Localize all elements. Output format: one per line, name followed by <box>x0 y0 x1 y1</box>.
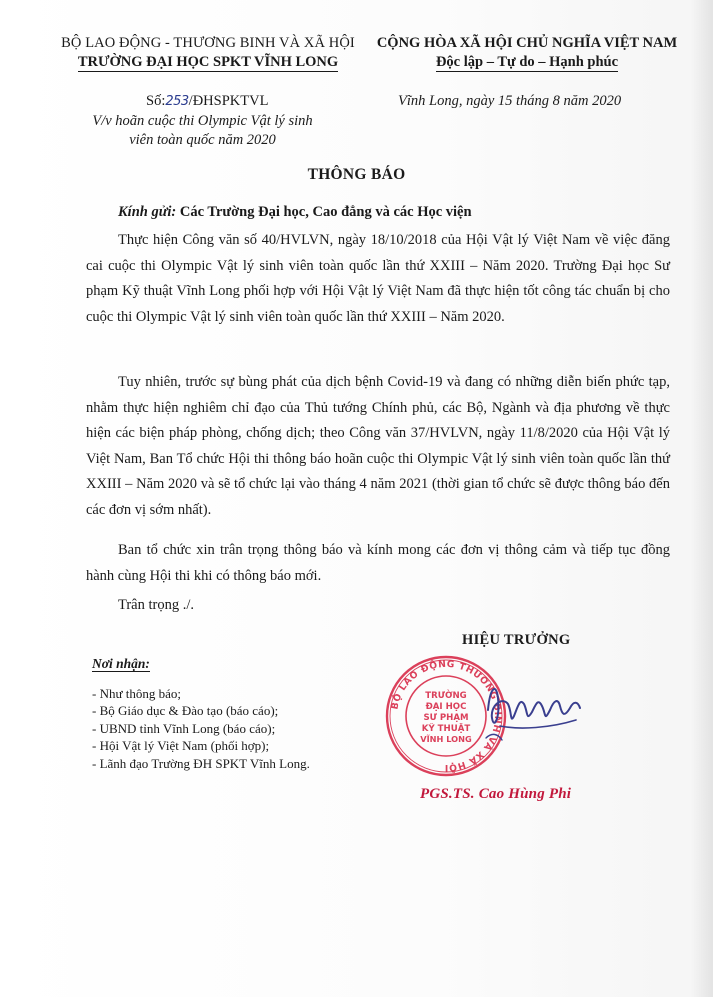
body-paragraph-3: Ban tổ chức xin trân trọng thông báo và kính mong các đơn vị thông cảm và tiếp tục đồng hành cùng Hội thi khi có thông báo mới. <box>86 542 670 584</box>
stamp-center-line: SƯ PHẠM <box>423 713 469 723</box>
recipients-block <box>92 655 310 772</box>
place-date-line: Vĩnh Long, ngày 15 tháng 8 năm 2020 <box>398 93 622 109</box>
recipients-list <box>92 685 310 773</box>
country-name: CỘNG HÒA XÃ HỘI CHỦ NGHĨA VIỆT NAM <box>376 35 678 51</box>
recipients-heading: Nơi nhận: <box>92 656 150 671</box>
document-title: THÔNG BÁO <box>307 166 406 183</box>
signer-name: PGS.TS. Cao Hùng Phi <box>420 786 572 802</box>
ministry-name: BỘ LAO ĐỘNG - THƯƠNG BINH VÀ XÃ HỘI <box>61 35 355 51</box>
recipient-label: Kính gửi: <box>118 204 177 220</box>
national-motto: Độc lập – Tự do – Hạnh phúc <box>435 54 619 70</box>
stamp-center-line: TRƯỜNG <box>425 691 467 701</box>
recipient-item: - UBND tỉnh Vĩnh Long (báo cáo); <box>92 720 276 736</box>
page-edge-shadow <box>691 0 713 997</box>
issuer-header <box>58 34 358 72</box>
recipient-item: - Lãnh đạo Trường ĐH SPKT Vĩnh Long. <box>92 755 310 771</box>
stamp-center-line: VĨNH LONG <box>420 734 472 744</box>
doc-number-prefix: Số: <box>146 93 166 109</box>
recipient-item: - Bộ Giáo dục & Đào tạo (báo cáo); <box>92 703 279 718</box>
handwritten-signature <box>480 668 590 748</box>
document-subject: V/v hoãn cuộc thi Olympic Vật lý sinh viên toàn quốc năm 2020 <box>92 113 313 148</box>
document-number <box>146 93 268 110</box>
body-paragraph-2: Tuy nhiên, trước sự bùng phát của dịch bệnh Covid-19 và đang có những diễn biến phức tạp, nhằm thực hiện nghiêm chỉ đạo của Thủ tướng Chính phủ, các Bộ, Ngành và địa phương về thực hiện các biện pháp phòng, chống dịch; theo Công văn 37/HVLVN, ngày 11/8/2020 của Hội Vật lý Việt Nam, Ban Tổ chức Hội thi thông báo hoãn cuộc thi Olympic Vật lý sinh viên toàn quốc lần thứ XXIII – Năm 2020 và sẽ tổ chức lại vào tháng 4 năm 2021 (thời gian tổ chức sẽ được thông báo đến các đơn vị sớm nhất). <box>86 374 670 518</box>
doc-number-suffix: /ĐHSPKTVL <box>188 93 269 109</box>
recipient-line <box>118 204 472 221</box>
stamp-ring-text: BỘ LAO ĐỘNG THƯƠNG BINH VÀ XÃ HỘI <box>389 658 504 774</box>
stamp-center-line: ĐẠI HỌC <box>425 702 467 712</box>
signatory-title: HIỆU TRƯỞNG <box>462 632 571 648</box>
recipient-value: Các Trường Đại học, Cao đẳng và các Học viện <box>179 204 472 220</box>
doc-number-handwritten: 253 <box>165 94 189 109</box>
national-header <box>362 34 692 72</box>
closing-phrase: Trân trọng ./. <box>118 597 194 613</box>
recipient-item: - Hội Vật lý Việt Nam (phối hợp); <box>92 738 270 753</box>
stamp-center-line: KỸ THUẬT <box>421 724 471 734</box>
school-name: TRƯỜNG ĐẠI HỌC SPKT VĨNH LONG <box>77 54 339 70</box>
recipient-item: - Như thông báo; <box>92 685 182 701</box>
body-paragraph-1: Thực hiện Công văn số 40/HVLVN, ngày 18/10/2018 của Hội Vật lý Việt Nam về việc đăng cai cuộc thi Olympic Vật lý sinh viên toàn quốc lần thứ XXIII – Năm 2020. Trường Đại học Sư phạm Kỹ thuật Vĩnh Long phối hợp với Hội Vật lý Việt Nam đã thực hiện tốt công tác chuẩn bị cho cuộc thi Olympic Vật lý sinh viên toàn quốc lần thứ XXIII – Năm 2020. <box>86 232 670 325</box>
